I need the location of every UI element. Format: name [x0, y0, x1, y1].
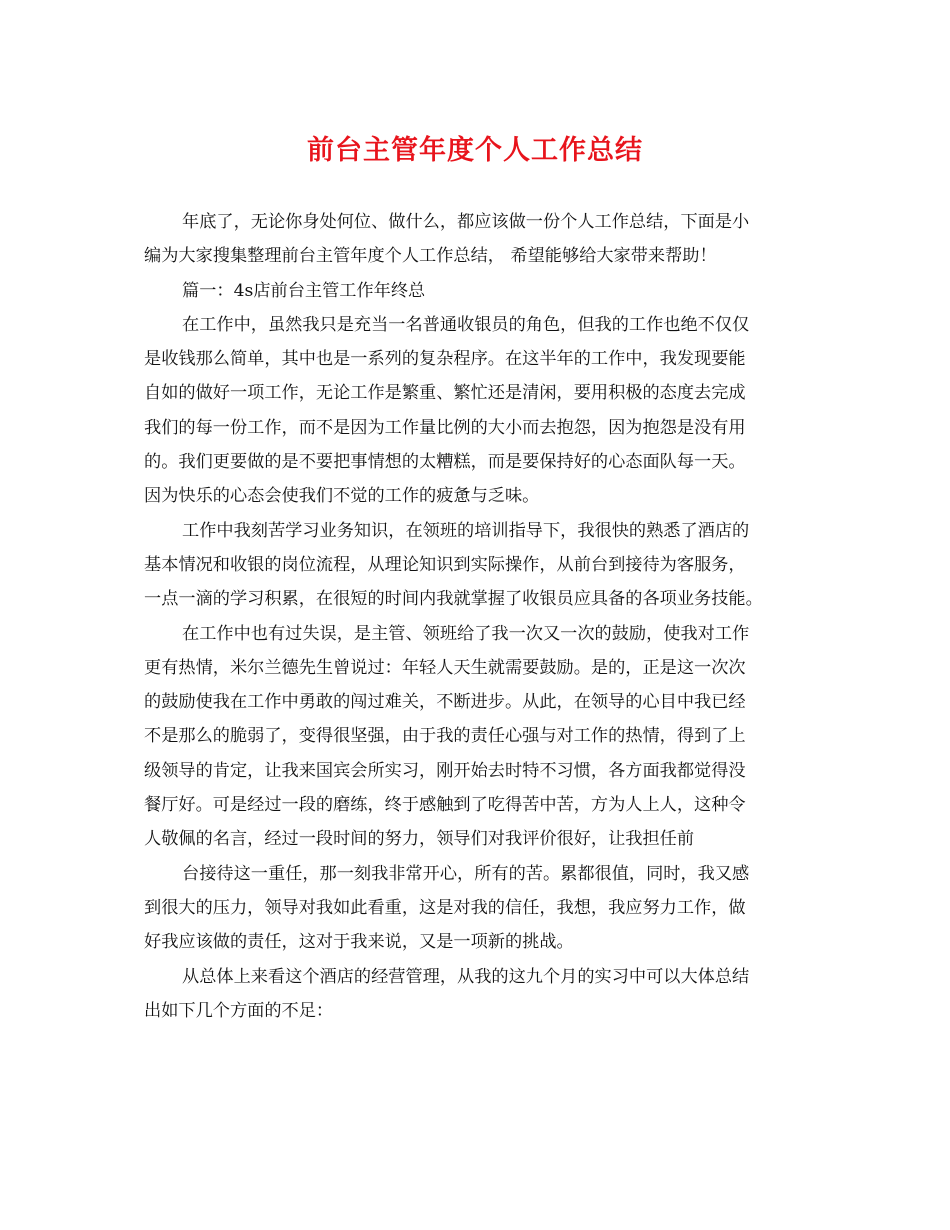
text-line: 编为大家搜集整理前台主管年度个人工作总结， 希望能够给大家带来帮助！ — [144, 246, 717, 267]
document-title: 前台主管年度个人工作总结 — [307, 135, 643, 166]
text-line: 更有热情，米尔兰德先生曾说过：年轻人天生就需要鼓励。是的，正是这一次次 — [144, 657, 746, 678]
text-line: 在工作中也有过失误，是主管、领班给了我一次又一次的鼓励，使我对工作 — [182, 623, 750, 644]
text-line: 好我应该做的责任，这对于我来说，又是一项新的挑战。 — [144, 932, 574, 953]
text-line: 工作中我刻苦学习业务知识，在领班的培训指导下，我很快的熟悉了酒店的 — [182, 520, 750, 541]
text-line: 台接待这一重任，那一刻我非常开心，所有的苦。累都很值，同时，我又感 — [182, 863, 750, 884]
text-line: 到很大的压力，领导对我如此看重，这是对我的信任，我想，我应努力工作，做 — [144, 897, 746, 918]
text-line: 的。我们更要做的是不要把事情想的太糟糕，而是要保持好的心态面队每一天。 — [144, 452, 746, 473]
text-line: 级领导的肯定，让我来国宾会所实习，刚开始去时特不习惯，各方面我都觉得没 — [144, 760, 746, 781]
text-line: 出如下几个方面的不足： — [144, 1000, 334, 1021]
text-line: 年底了，无论你身处何位、做什么，都应该做一份个人工作总结，下面是小 — [182, 212, 750, 232]
text-line: 基本情况和收银的岗位流程，从理论知识到实际操作，从前台到接待为客服务， — [144, 554, 746, 575]
text-line: 人敬佩的名言，经过一段时间的努力，领导们对我评价很好，让我担任前 — [144, 829, 695, 850]
text-line: 不是那么的脆弱了，变得很坚强，由于我的责任心强与对工作的热情，得到了上 — [144, 726, 746, 747]
text-line: 因为快乐的心态会使我们不觉的工作的疲惫与乏味。 — [144, 486, 540, 507]
text-line: 的鼓励使我在工作中勇敢的闯过难关，不断进步。从此，在领导的心目中我已经 — [144, 692, 746, 713]
text-line: 篇一：4s店前台主管工作年终总 — [182, 280, 426, 301]
text-line: 是收钱那么简单，其中也是一系列的复杂程序。在这半年的工作中，我发现要能 — [144, 349, 746, 370]
text-line: 我们的每一份工作，而不是因为工作量比例的大小而去抱怨，因为抱怨是没有用 — [144, 417, 746, 438]
text-line: 餐厅好。可是经过一段的磨练，终于感触到了吃得苦中苦，方为人上人，这种令 — [144, 795, 746, 816]
text-line: 一点一滴的学习积累，在很短的时间内我就掌握了收银员应具备的各项业务技能。 — [144, 589, 763, 610]
text-line: 自如的做好一项工作，无论工作是繁重、繁忙还是清闲，要用积极的态度去完成 — [144, 383, 746, 404]
document-body — [144, 205, 804, 1028]
text-line: 从总体上来看这个酒店的经营管理，从我的这九个月的实习中可以大体总结 — [182, 966, 750, 987]
text-line: 在工作中，虽然我只是充当一名普通收银员的角色，但我的工作也绝不仅仅 — [182, 314, 750, 335]
